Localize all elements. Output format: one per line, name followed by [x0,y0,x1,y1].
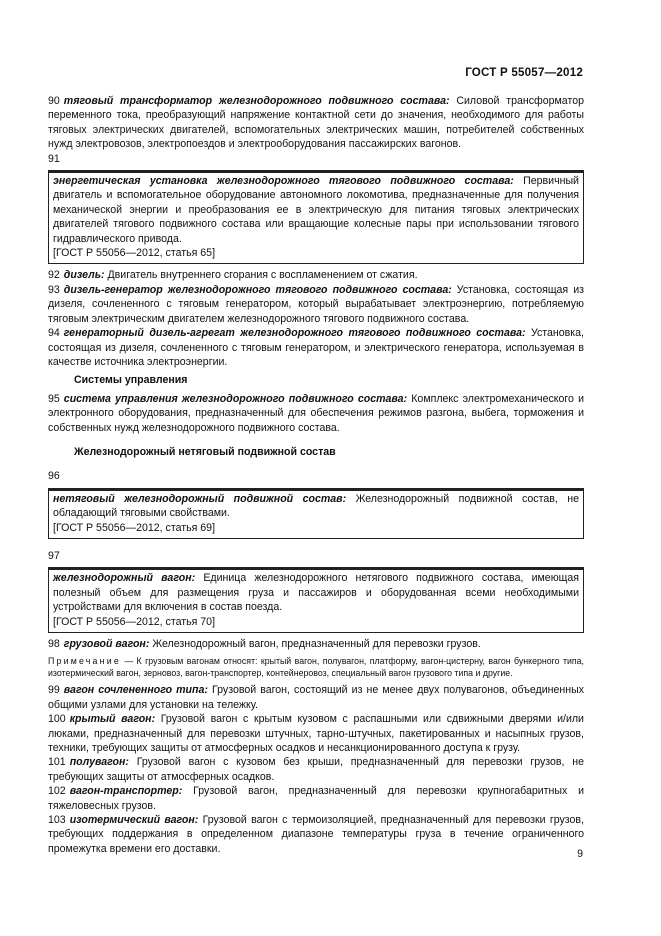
entry-definition: Грузовой вагон с кузовом без крыши, предназначенный для перевозки грузов, не требующих защиты от атмосферных осадков. [48,756,584,783]
quoted-term-box-97 [48,567,584,633]
entry-number: 93 [48,283,60,296]
entry-definition: Комплекс электромеханического и электронного оборудования, предназначенный для обеспечения режимов разгона, выбега, торможения и собственных нужд железнодорожного подвижного состава. [48,392,584,434]
entry-term: крытый вагон: [69,713,156,726]
entry-number: 94 [48,327,60,340]
entry-term: полувагон: [69,756,129,769]
entry-definition: Установка, состоящая из дизеля, сочлененного с тяговым генератором, и электрического генератора, используемая в качестве источника электроэнергии. [48,327,584,368]
entry-term: тяговый трансформатор железнодорожного подвижного состава: [63,95,450,107]
entry-99 [48,683,584,712]
page-number: 9 [577,848,583,860]
entry-number: 103 [48,814,66,827]
document-body [48,94,584,856]
note-label: Примечание [48,656,121,667]
entry-number: 102 [48,785,66,798]
entry-95 [48,392,584,435]
entry-number-96: 96 [48,470,60,483]
entry-number: 100 [48,713,66,726]
entry-94 [48,326,584,369]
entry-definition: Двигатель внутреннего сгорания с воспламенением от сжатия. [107,269,418,282]
note [48,655,584,679]
section-heading-control: Системы управления [74,374,188,387]
entry-number: 90 [48,95,60,107]
entry-91 [53,174,579,246]
entry-93 [48,283,584,326]
entry-96 [53,492,579,521]
entry-number-97: 97 [48,549,60,562]
entry-term: генераторный дизель-агрегат железнодорожного тягового подвижного состава: [63,327,526,340]
entry-90 [48,94,584,152]
source-reference: [ГОСТ Р 55056—2012, статья 70] [53,615,216,628]
entry-number: 99 [48,684,60,697]
quoted-term-box-91 [48,170,584,264]
entry-definition: Грузовой вагон с крытым кузовом с распашными или сдвижными дверями и/или люками, предназначенный для перевозки штучных, тарно-штучных, пакетированных и насыпных грузов, техники, требующих защиты от атмосферных осадков и несанкционированного доступа к грузу. [48,713,584,755]
source-reference: [ГОСТ Р 55056—2012, статья 69] [53,521,216,534]
document-header: ГОСТ Р 55057—2012 [465,66,583,79]
source-reference: [ГОСТ Р 55056—2012, статья 65] [53,247,216,260]
entry-92 [48,268,584,282]
entry-term: система управления железнодорожного подвижного состава: [63,392,408,405]
entry-term: энергетическая установка железнодорожного тягового подвижного состава: [53,175,514,188]
entry-number: 98 [48,638,60,650]
note-text: — К грузовым вагонам относят: крытый вагон, полувагон, платформу, вагон-цистерну, вагон бункерного типа, изотермический вагон, зерновоз, вагон-транспортер, контейнеровоз, специальный вагон грузового типа и другие. [48,656,584,679]
entry-term: вагон сочлененного типа: [63,684,208,697]
entry-definition: Установка, состоящая из дизеля, сочлененного с тяговым генератором, который вырабатывает электроэнергию, потребляемую тяговым электрическим двигателем железнодорожного тягового подвижного состава. [48,283,584,325]
entry-term: изотермический вагон: [69,814,199,827]
entry-102 [48,784,584,813]
entry-definition: Грузовой вагон с термоизоляцией, предназначенный для перевозки грузов, требующих поддержания в определенном диапазоне температуры груза в течение ограниченного промежутка времени его доставки. [48,814,584,855]
entry-100 [48,712,584,755]
quoted-term-box-96 [48,488,584,539]
entry-number: 92 [48,269,60,282]
entry-97 [53,571,579,614]
entry-term: грузовой вагон: [63,638,150,650]
entry-definition: Железнодорожный вагон, предназначенный для перевозки грузов. [152,638,481,650]
entry-term: дизель-генератор железнодорожного тягового подвижного состава: [63,283,452,296]
entry-number: 101 [48,756,66,769]
entry-101 [48,755,584,784]
entry-98 [48,637,584,651]
entry-number-91: 91 [48,152,60,165]
entry-definition: Первичный двигатель и вспомогательное оборудование автономного локомотива, предназначенные для получения механической энергии и преобразования ее в электрическую для питания тяговых электрических двигателей тягового подвижного состава или вращающие колесные пары при использовании тягового гидравлического привода. [53,175,579,245]
entry-term: железнодорожный вагон: [53,572,196,585]
entry-definition: Железнодорожный подвижной состав, не обладающий тяговыми свойствами. [53,492,579,520]
entry-103 [48,813,584,856]
entry-definition: Силовой трансформатор переменного тока, преобразующий напряжение контактной сети до значения, необходимого для работы тяговых электрических двигателей, вспомогательных электрических машин, потребителей собственных нужд электровозов, электропоездов и электрооборудования пассажирских вагонов. [48,95,584,151]
entry-term: нетяговый железнодорожный подвижной состав: [53,492,347,505]
entry-definition: Грузовой вагон, состоящий из не менее двух полувагонов, объединенных общими узлами для установки на тележку. [48,684,584,711]
entry-definition: Грузовой вагон, предназначенный для перевозки крупногабаритных и тяжеловесных грузов. [48,785,584,812]
entry-definition: Единица железнодорожного нетягового подвижного состава, имеющая полезный объем для размещения груза и пассажиров и оборудованная всеми необходимыми устройствами для включения в состав поезда. [53,572,579,614]
entry-term: вагон-транспортер: [69,785,183,798]
section-heading-nontraction: Железнодорожный нетяговый подвижной состав [74,445,336,458]
entry-number: 95 [48,392,60,405]
entry-term: дизель: [63,269,105,282]
